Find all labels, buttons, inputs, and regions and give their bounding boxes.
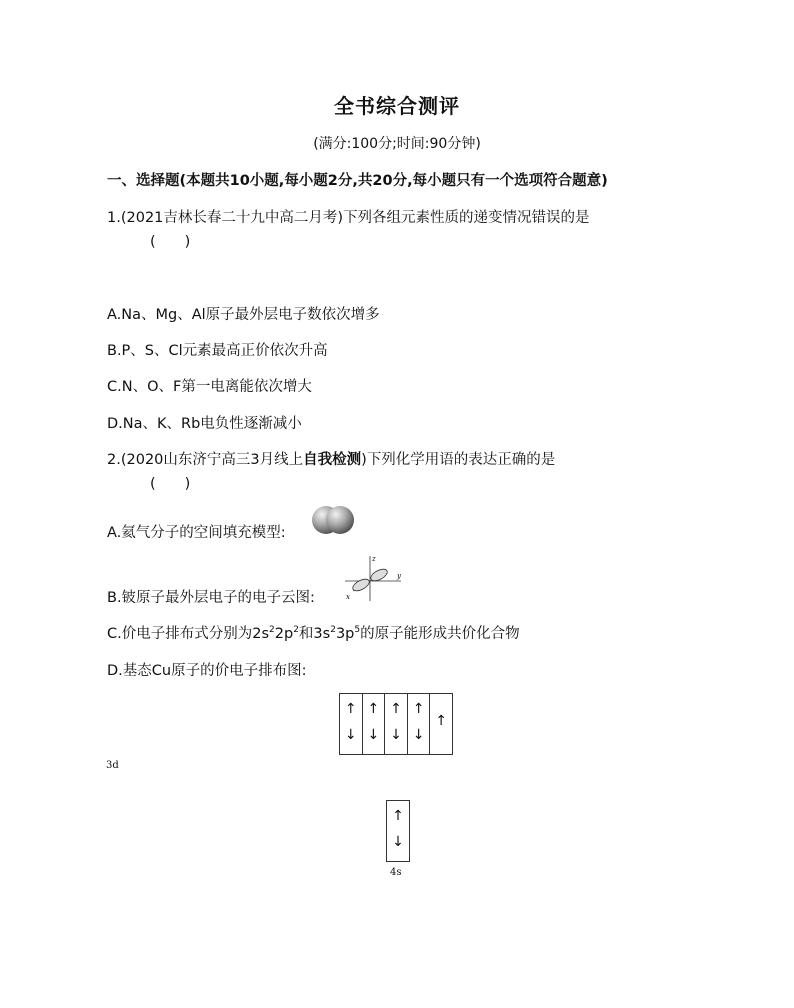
spin-up-arrow: ↑ xyxy=(412,701,425,717)
orbital-box xyxy=(385,694,408,754)
orbital-box xyxy=(340,694,363,754)
question-number: 2. xyxy=(107,452,121,468)
spin-down-arrow: ↓ xyxy=(367,727,380,743)
q1-option-c: C.N、O、F第一电离能依次增大 xyxy=(107,379,312,395)
answer-blank: ( ) xyxy=(150,234,191,250)
spin-down-arrow: ↓ xyxy=(412,727,425,743)
spin-up-arrow: ↑ xyxy=(392,808,404,824)
question-source-pre: (2020山东济宁高三 xyxy=(120,452,251,468)
question-source-num: 3 xyxy=(250,452,260,468)
q2-option-d: D.基态Cu原子的价电子排布图: xyxy=(107,663,307,679)
axis-label-z: z xyxy=(372,555,376,563)
q1-option-d: D.Na、K、Rb电负性逐渐减小 xyxy=(107,416,302,432)
option-text: 和3s xyxy=(298,626,331,642)
orbital-4s-box xyxy=(386,800,410,862)
answer-blank: ( ) xyxy=(150,476,191,492)
q1-option-b: B.P、S、Cl元素最高正价依次升高 xyxy=(107,343,328,359)
option-text: C.价电子排布式分别为2s xyxy=(107,626,270,642)
p-orbital-cloud-diagram xyxy=(343,553,405,603)
spin-down-arrow: ↓ xyxy=(344,727,357,743)
q2-option-a: A.氦气分子的空间填充模型: xyxy=(107,525,286,541)
section-heading: 一、选择题(本题共10小题,每小题2分,共20分,每小题只有一个选项符合题意) xyxy=(107,173,608,189)
spin-up-arrow: ↑ xyxy=(367,701,380,717)
question-stem: 下列各组元素性质的递变情况错误的是 xyxy=(343,210,590,226)
superscript: 5 xyxy=(354,625,361,635)
spin-down-arrow: ↓ xyxy=(392,834,404,850)
spin-up-arrow: ↑ xyxy=(435,713,448,729)
q2-option-c xyxy=(107,622,520,643)
superscript: 2 xyxy=(330,625,336,635)
question-2-line xyxy=(107,448,555,469)
orbital-3d-boxes xyxy=(339,693,453,755)
orbital-box xyxy=(363,694,386,754)
orbital-box xyxy=(430,694,452,754)
axis-label-y: y xyxy=(397,572,401,580)
question-number: 1. xyxy=(107,210,121,226)
question-source-mid: 月线上 xyxy=(259,452,304,468)
option-text: 的原子能形成共价化合物 xyxy=(360,626,520,642)
orbital-box xyxy=(408,694,431,754)
option-text: 3p xyxy=(335,626,355,642)
page-title: 全书综合测评 xyxy=(334,94,460,118)
superscript: 2 xyxy=(293,625,299,635)
q1-option-a: A.Na、Mg、Al原子最外层电子数依次增多 xyxy=(107,307,380,323)
question-source: (2021吉林长春二十九中高二月考) xyxy=(120,210,344,226)
axis-label-x: x xyxy=(346,593,350,601)
orbital-3d-label: 3d xyxy=(106,760,119,771)
helium-atom-sphere xyxy=(326,506,354,534)
question-source-bold: 自我检测 xyxy=(303,452,362,468)
helium-space-filling-model xyxy=(307,503,359,537)
question-source-post: ) xyxy=(361,452,367,468)
page-subtitle: (满分:100分;时间:90分钟) xyxy=(313,136,481,152)
spin-up-arrow: ↑ xyxy=(390,701,402,717)
q2-option-b: B.铍原子最外层电子的电子云图: xyxy=(107,590,315,606)
superscript: 2 xyxy=(269,625,275,635)
spin-down-arrow: ↓ xyxy=(390,727,402,743)
question-1-line xyxy=(107,206,590,227)
question-stem: 下列化学用语的表达正确的是 xyxy=(366,452,556,468)
spin-up-arrow: ↑ xyxy=(344,701,357,717)
orbital-4s-label: 4s xyxy=(390,867,402,878)
option-text: 2p xyxy=(274,626,294,642)
